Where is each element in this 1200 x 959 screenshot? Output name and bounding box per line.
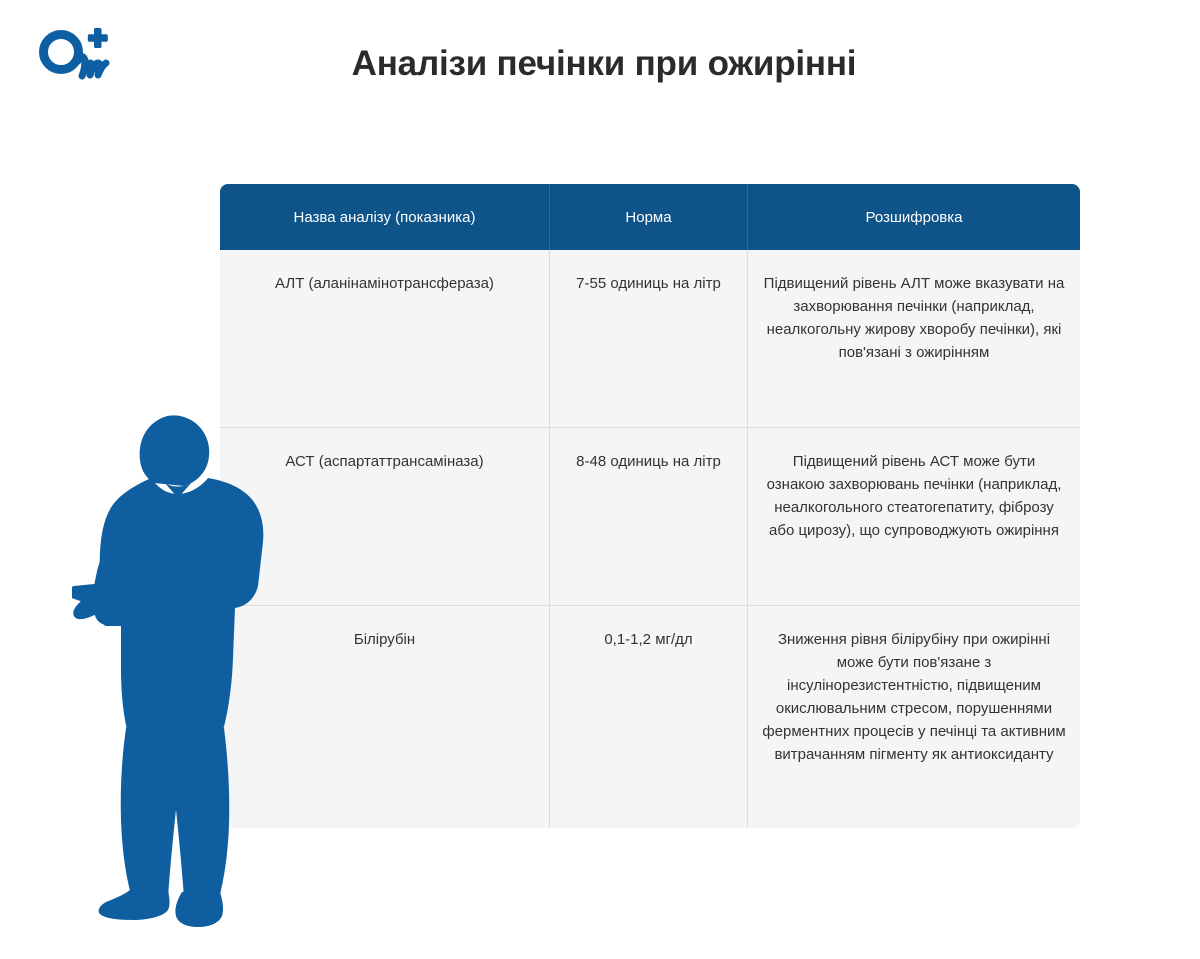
table-head	[220, 184, 1080, 250]
cell-norm: 8-48 одиниць на літр	[550, 428, 748, 606]
cell-norm: 0,1-1,2 мг/дл	[550, 606, 748, 828]
liver-tests-table	[220, 184, 1080, 828]
cell-interpretation: Підвищений рівень АЛТ може вказувати на захворювання печінки (наприклад, неалкогольну жирову хворобу печінки), які пов'язані з ожирінням	[748, 250, 1080, 428]
column-header-interpretation: Розшифровка	[748, 184, 1080, 250]
cell-norm: 7-55 одиниць на літр	[550, 250, 748, 428]
table-row	[220, 250, 1080, 428]
table-row	[220, 606, 1080, 828]
cell-test-name: АЛТ (аланінамінотрансфераза)	[220, 250, 550, 428]
liver-tests-table-wrapper	[220, 184, 1080, 828]
cell-test-name: АСТ (аспартаттрансаміназа)	[220, 428, 550, 606]
table-body	[220, 250, 1080, 828]
table-row	[220, 428, 1080, 606]
column-header-norm: Норма	[550, 184, 748, 250]
cell-interpretation: Зниження рівня білірубіну при ожирінні може бути пов'язане з інсулінорезистентністю, підвищеним окислювальним стресом, порушеннями ферментних процесів у печінці та активним витрачанням пігменту як антиоксиданту	[748, 606, 1080, 828]
table-header-row	[220, 184, 1080, 250]
cell-interpretation: Підвищений рівень АСТ може бути ознакою захворювань печінки (наприклад, неалкогольного стеатогепатиту, фіброзу або цирозу), що супроводжують ожиріння	[748, 428, 1080, 606]
column-header-test-name: Назва аналізу (показника)	[220, 184, 550, 250]
cell-test-name: Білірубін	[220, 606, 550, 828]
page-title: Аналізи печінки при ожирінні	[351, 44, 857, 83]
